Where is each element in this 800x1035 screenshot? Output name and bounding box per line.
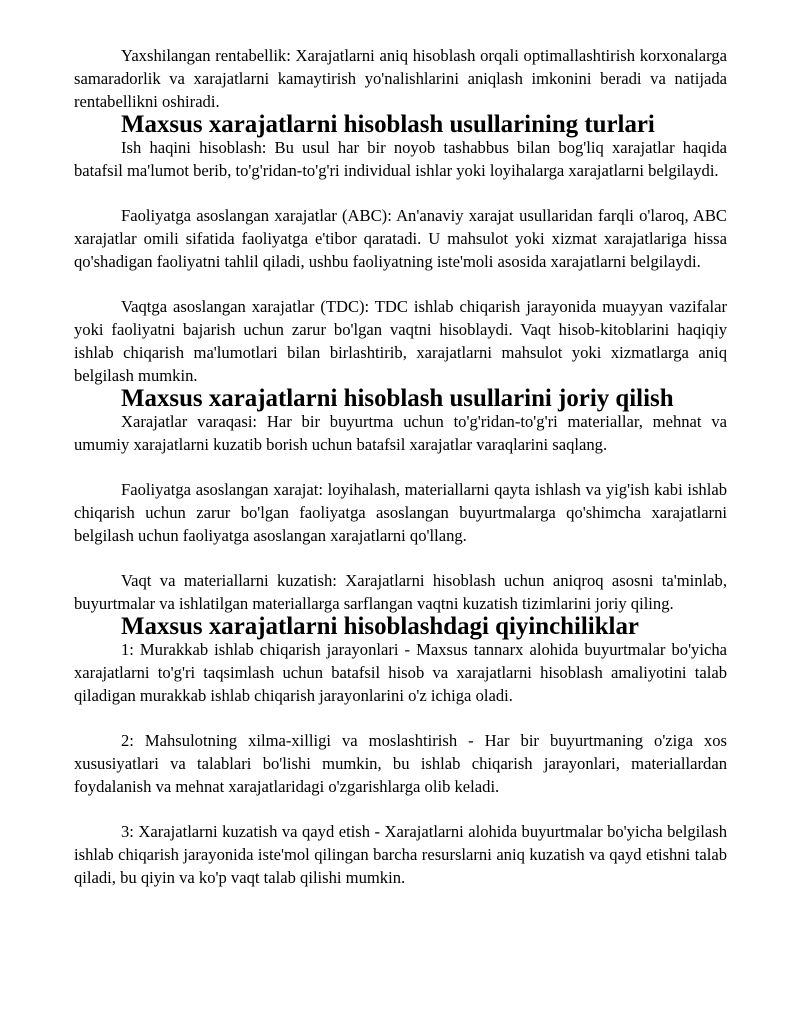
paragraph: Vaqtga asoslangan xarajatlar (TDC): TDC ishlab chiqarish jarayonida muayyan vazifalar yoki faoliyatni bajarish uchun zarur bo'lgan vaqtni hisoblaydi. Vaqt hisob-kitoblarini haqiqiy ishlab chiqarish ma'lumotlari bilan birlashtirib, xarajatlarni mahsulot yoki xizmatlarga aniq belgilash mumkin. xyxy=(74,297,727,385)
document-page xyxy=(74,44,727,889)
paragraph: Faoliyatga asoslangan xarajat: loyihalash, materiallarni qayta ishlash va yig'ish kabi ishlab chiqarish uchun zarur bo'lgan faoliyatga asoslangan buyurtmalarga qo'shimcha xarajatlarni belgilash uchun faoliyatga asoslangan xarajatlarni qo'llang. xyxy=(74,480,727,545)
paragraph: Faoliyatga asoslangan xarajatlar (ABC): An'anaviy xarajat usullaridan farqli o'laroq, ABC xarajatlar omili sifatida faoliyatga e'tibor qaratadi. U mahsulot yoki xizmat xarajatlariga hissa qo'shadigan faoliyatni tahlil qiladi, ushbu faoliyatning iste'moli asosida xarajatlarni belgilaydi. xyxy=(74,206,727,271)
section-implementation xyxy=(74,387,727,615)
paragraph: Ish haqini hisoblash: Bu usul har bir noyob tashabbus bilan bog'liq xarajatlar haqida batafsil ma'lumot berib, to'g'ridan-to'g'ri individual ishlar yoki loyihalarga xarajatlarni belgilaydi. xyxy=(74,138,727,180)
section-heading: Maxsus xarajatlarni hisoblash usullarini joriy qilish xyxy=(121,385,674,412)
section-heading: Maxsus xarajatlarni hisoblashdagi qiyinchiliklar xyxy=(121,613,639,640)
paragraph: 3: Xarajatlarni kuzatish va qayd etish - Xarajatlarni alohida buyurtmalar bo'yicha belgilash ishlab chiqarish jarayonida iste'mol qilingan barcha resurslarni aniq kuzatish va qayd etishni talab qiladi, bu qiyin va ko'p vaqt talab qilishi mumkin. xyxy=(74,822,727,887)
section-intro xyxy=(74,44,727,113)
section-challenges xyxy=(74,615,727,889)
paragraph: 1: Murakkab ishlab chiqarish jarayonlari - Maxsus tannarx alohida buyurtmalar bo'yicha xarajatlarni to'g'ri taqsimlash uchun batafsil hisob va xarajatlarni hisoblash amaliyotini talab qiladigan murakkab ishlab chiqarish jarayonlarini o'z ichiga oladi. xyxy=(74,640,727,705)
section-heading: Maxsus xarajatlarni hisoblash usullarining turlari xyxy=(121,111,655,138)
section-methods xyxy=(74,113,727,387)
paragraph: Vaqt va materiallarni kuzatish: Xarajatlarni hisoblash uchun aniqroq asosni ta'minlab, buyurtmalar va ishlatilgan materiallarga sarflangan vaqtni kuzatish tizimlarini joriy qiling. xyxy=(74,571,727,613)
paragraph: Yaxshilangan rentabellik: Xarajatlarni aniq hisoblash orqali optimallashtirish korxonalarga samaradorlik va xarajatlarni kamaytirish yo'nalishlarini aniqlash imkonini beradi va natijada rentabellikni oshiradi. xyxy=(74,46,727,111)
paragraph: 2: Mahsulotning xilma-xilligi va moslashtirish - Har bir buyurtmaning o'ziga xos xususiyatlari va talablari bo'lishi mumkin, bu ishlab chiqarish jarayonlari, materiallardan foydalanish va mehnat xarajatlaridagi o'zgarishlarga olib keladi. xyxy=(74,731,727,796)
paragraph: Xarajatlar varaqasi: Har bir buyurtma uchun to'g'ridan-to'g'ri materiallar, mehnat va umumiy xarajatlarni kuzatib borish uchun batafsil xarajatlar varaqlarini saqlang. xyxy=(74,412,727,454)
